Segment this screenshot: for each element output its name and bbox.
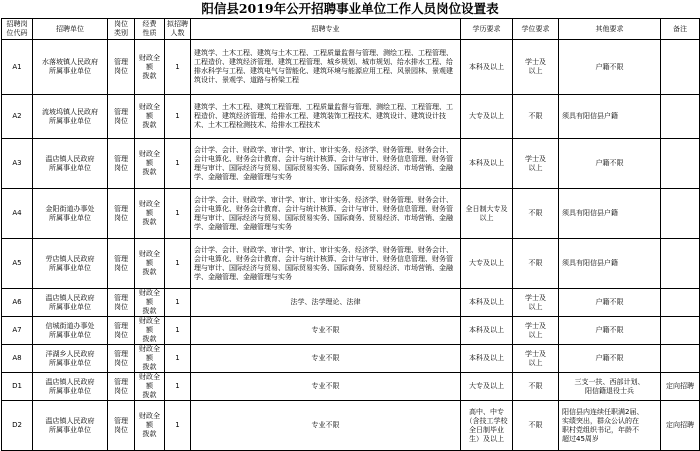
cell-funding bbox=[135, 189, 165, 239]
cell-other bbox=[559, 373, 661, 401]
cell-text: 管理 岗位 bbox=[114, 416, 128, 434]
cell-education bbox=[461, 239, 513, 289]
cell-text: A4 bbox=[12, 209, 22, 217]
cell-code bbox=[2, 345, 33, 373]
cell-text: 劳店镇人民政府 所属事业单位 bbox=[45, 254, 95, 272]
cell-text: 户籍不限 bbox=[595, 62, 624, 71]
cell-other bbox=[559, 345, 661, 373]
cell-count bbox=[165, 401, 191, 451]
cell-unit bbox=[33, 189, 108, 239]
table-row bbox=[2, 373, 700, 401]
cell-text: 须具有阳信县户籍 bbox=[562, 209, 618, 217]
cell-text: 1 bbox=[175, 326, 180, 334]
header-cell: 岗位 类别 bbox=[108, 19, 135, 40]
cell-degree bbox=[513, 239, 559, 289]
table-row bbox=[2, 401, 700, 451]
table-row bbox=[2, 317, 700, 345]
cell-text: 会计学、会计、财政学、审计学、审计、审计实务、经济学、财务管理、财务会计、会计电算化、财务会计教育、会计与统计核算、会计与审计、财务信息管理、财务管理与审计、国际经济与贸易、国际贸易实务、国际商务、贸易经济、市场营销、金融学、金融管理、金融管理与实务 bbox=[194, 195, 453, 231]
cell-code bbox=[2, 95, 33, 139]
cell-funding bbox=[135, 40, 165, 95]
cell-text: 管理 岗位 bbox=[114, 58, 128, 75]
header-cell: 招聘专业 bbox=[191, 19, 461, 40]
cell-category bbox=[108, 345, 135, 373]
cell-major bbox=[191, 401, 461, 451]
header-cell: 备注 bbox=[661, 19, 700, 40]
cell-text: 洋湖乡人民政府 所属事业单位 bbox=[45, 349, 95, 367]
cell-text: 1 bbox=[175, 421, 180, 429]
table-row bbox=[2, 239, 700, 289]
cell-code bbox=[2, 373, 33, 401]
cell-education bbox=[461, 289, 513, 317]
cell-text: 财政全额 拨款 bbox=[139, 412, 160, 438]
cell-text: 管理 岗位 bbox=[114, 377, 128, 395]
cell-degree bbox=[513, 40, 559, 95]
cell-text: 学士及 以上 bbox=[525, 349, 546, 367]
cell-funding bbox=[135, 373, 165, 401]
cell-text: 管理 岗位 bbox=[114, 321, 128, 339]
cell-text: 专业不限 bbox=[311, 354, 340, 362]
cell-text: 管理 岗位 bbox=[114, 293, 128, 311]
cell-category bbox=[108, 401, 135, 451]
cell-text: A3 bbox=[12, 159, 22, 167]
cell-unit bbox=[33, 95, 108, 139]
cell-text: 专业不限 bbox=[311, 326, 340, 334]
cell-text: 不限 bbox=[528, 259, 543, 267]
cell-text: A8 bbox=[12, 354, 22, 362]
cell-text: A2 bbox=[12, 112, 22, 120]
cell-text: 专业不限 bbox=[311, 421, 340, 429]
cell-text: A7 bbox=[12, 326, 22, 334]
cell-text: A1 bbox=[12, 62, 22, 71]
cell-text: 管理 岗位 bbox=[114, 154, 128, 172]
cell-funding bbox=[135, 401, 165, 451]
cell-unit bbox=[33, 139, 108, 189]
cell-major bbox=[191, 345, 461, 373]
document-title: 阳信县2019年公开招聘事业单位工作人员岗位设置表 bbox=[201, 1, 499, 16]
cell-unit bbox=[33, 40, 108, 95]
cell-text: 管理 岗位 bbox=[114, 107, 128, 125]
header-cell: 其他要求 bbox=[559, 19, 661, 40]
cell-count bbox=[165, 317, 191, 345]
cell-text: 财政全额 拨款 bbox=[139, 53, 160, 80]
cell-major bbox=[191, 95, 461, 139]
cell-unit bbox=[33, 317, 108, 345]
cell-count bbox=[165, 289, 191, 317]
cell-count bbox=[165, 239, 191, 289]
cell-education bbox=[461, 345, 513, 373]
cell-text: 户籍不限 bbox=[595, 159, 624, 167]
cell-note bbox=[661, 40, 700, 95]
cell-text: 1 bbox=[175, 62, 180, 71]
cell-unit bbox=[33, 289, 108, 317]
cell-text: 会计学、会计、财政学、审计学、审计、审计实务、经济学、财务管理、财务会计、会计电算化、财务会计教育、会计与统计核算、会计与审计、财务信息管理、财务管理与审计、国际经济与贸易、国际贸易实务、国际商务、贸易经济、市场营销、金融学、金融管理、金融管理与实务 bbox=[194, 245, 453, 281]
cell-other bbox=[559, 40, 661, 95]
cell-text: 须具有阳信县户籍 bbox=[562, 259, 618, 267]
table-row bbox=[2, 345, 700, 373]
cell-count bbox=[165, 40, 191, 95]
cell-note bbox=[661, 239, 700, 289]
cell-other bbox=[559, 289, 661, 317]
cell-unit bbox=[33, 373, 108, 401]
cell-category bbox=[108, 239, 135, 289]
cell-text: 财政全额 拨款 bbox=[139, 250, 160, 276]
cell-education bbox=[461, 95, 513, 139]
cell-text: 高中、中专 （含技工学校 全日制毕业 生）及以上 bbox=[465, 407, 508, 443]
cell-text: 1 bbox=[175, 354, 180, 362]
cell-text: 1 bbox=[175, 159, 180, 167]
cell-text: 户籍不限 bbox=[595, 326, 624, 334]
cell-text: 不限 bbox=[528, 209, 543, 217]
cell-text: 1 bbox=[175, 209, 180, 217]
cell-text: 信城街道办事处 所属事业单位 bbox=[45, 321, 95, 339]
cell-degree bbox=[513, 401, 559, 451]
cell-funding bbox=[135, 345, 165, 373]
cell-text: 不限 bbox=[528, 382, 543, 390]
cell-education bbox=[461, 189, 513, 239]
cell-education bbox=[461, 139, 513, 189]
cell-text: 温店镇人民政府 所属事业单位 bbox=[45, 154, 95, 172]
cell-major bbox=[191, 373, 461, 401]
cell-other bbox=[559, 239, 661, 289]
header-cell: 招聘单位 bbox=[33, 19, 108, 40]
table-row bbox=[2, 189, 700, 239]
cell-note bbox=[661, 139, 700, 189]
cell-text: 1 bbox=[175, 259, 180, 267]
cell-text: 会计学、会计、财政学、审计学、审计、审计实务、经济学、财务管理、财务会计、会计电算化、财务会计教育、会计与统计核算、会计与审计、财务信息管理、财务管理与审计、国际经济与贸易、国际贸易实务、国际商务、贸易经济、市场营销、金融学、金融管理、金融管理与实务 bbox=[194, 145, 453, 181]
cell-unit bbox=[33, 401, 108, 451]
cell-text: 本科及以上 bbox=[469, 298, 504, 306]
cell-text: 本科及以上 bbox=[469, 354, 504, 362]
cell-text: 须具有阳信县户籍 bbox=[562, 112, 618, 120]
cell-code bbox=[2, 239, 33, 289]
cell-code bbox=[2, 401, 33, 451]
cell-count bbox=[165, 95, 191, 139]
cell-text: 本科及以上 bbox=[469, 62, 504, 71]
cell-text: 学士及 以上 bbox=[525, 293, 546, 311]
header-cell: 学位要求 bbox=[513, 19, 559, 40]
header-cell: 拟招聘 人数 bbox=[165, 19, 191, 40]
cell-other bbox=[559, 317, 661, 345]
cell-note bbox=[661, 189, 700, 239]
cell-text: 1 bbox=[175, 382, 180, 390]
cell-degree bbox=[513, 139, 559, 189]
cell-text: 流坡坞镇人民政府 所属事业单位 bbox=[42, 107, 98, 125]
cell-funding bbox=[135, 317, 165, 345]
cell-degree bbox=[513, 289, 559, 317]
cell-note bbox=[661, 95, 700, 139]
positions-table bbox=[1, 18, 700, 451]
cell-category bbox=[108, 289, 135, 317]
cell-text: 1 bbox=[175, 298, 180, 306]
cell-text: 全日制大专及 以上 bbox=[465, 204, 508, 222]
cell-text: 专业不限 bbox=[311, 382, 340, 390]
cell-other bbox=[559, 401, 661, 451]
cell-text: 财政全额 拨款 bbox=[139, 345, 160, 371]
cell-text: 法学、法学理论、法律 bbox=[290, 298, 361, 306]
cell-code bbox=[2, 40, 33, 95]
table-row bbox=[2, 139, 700, 189]
header-cell: 招聘岗 位代码 bbox=[2, 19, 33, 40]
cell-text: D2 bbox=[12, 421, 22, 429]
cell-text: 建筑学、土木工程、建筑与土木工程、工程质量监督与管理、测绘工程、工程管理、工程造价、建筑经济管理、建筑工程管理、城乡规划、城市规划、给水排水工程、给排水科学与工程、建筑电气与智能化、建筑环境与能源应用工程、风景园林、景观建筑设计、景观学、道路与桥梁工程 bbox=[194, 49, 453, 84]
cell-degree bbox=[513, 373, 559, 401]
cell-note bbox=[661, 345, 700, 373]
cell-text: 财政全额 拨款 bbox=[139, 373, 160, 399]
cell-text: 财政全额 拨款 bbox=[139, 103, 160, 129]
cell-text: 学士及 以上 bbox=[525, 321, 546, 339]
cell-degree bbox=[513, 317, 559, 345]
cell-text: 管理 岗位 bbox=[114, 254, 128, 272]
table-row bbox=[2, 95, 700, 139]
cell-code bbox=[2, 289, 33, 317]
cell-text: 1 bbox=[175, 112, 180, 120]
cell-unit bbox=[33, 345, 108, 373]
cell-text: 定向招聘 bbox=[666, 382, 694, 390]
cell-text: 三支一扶、西部计划、 阳信籍退役士兵 bbox=[574, 377, 645, 395]
cell-text: 大专及以上 bbox=[469, 382, 504, 390]
table-row bbox=[2, 289, 700, 317]
cell-text: 定向招聘 bbox=[666, 421, 694, 429]
cell-text: 管理 岗位 bbox=[114, 204, 128, 222]
cell-text: 学士及 以上 bbox=[525, 58, 546, 75]
cell-text: 财政全额 拨款 bbox=[139, 289, 160, 315]
cell-text: 建筑学、土木工程、建筑工程管理、工程质量监督与管理、测绘工程、工程管理、工程造价、建筑经济管理、给排水工程、建筑装饰工程技术、建筑设计、建筑设计技术、土木工程检测技术、给排水工程技术 bbox=[194, 103, 453, 129]
cell-text: 学士及 以上 bbox=[525, 154, 546, 172]
table-header-row bbox=[2, 19, 700, 40]
cell-text: D1 bbox=[12, 382, 22, 390]
cell-count bbox=[165, 139, 191, 189]
cell-education bbox=[461, 401, 513, 451]
cell-text: 管理 岗位 bbox=[114, 349, 128, 367]
cell-funding bbox=[135, 95, 165, 139]
cell-text: 本科及以上 bbox=[469, 159, 504, 167]
cell-text: 温店镇人民政府 所属事业单位 bbox=[45, 377, 95, 395]
cell-text: 温店镇人民政府 所属事业单位 bbox=[45, 293, 95, 311]
cell-funding bbox=[135, 239, 165, 289]
cell-category bbox=[108, 95, 135, 139]
cell-degree bbox=[513, 95, 559, 139]
cell-note bbox=[661, 401, 700, 451]
cell-major bbox=[191, 139, 461, 189]
cell-text: 财政全额 拨款 bbox=[139, 317, 160, 343]
cell-text: 大专及以上 bbox=[469, 112, 504, 120]
cell-text: A6 bbox=[12, 298, 22, 306]
cell-major bbox=[191, 189, 461, 239]
table-row bbox=[2, 40, 700, 95]
header-cell: 经费 性质 bbox=[135, 19, 165, 40]
cell-other bbox=[559, 189, 661, 239]
cell-education bbox=[461, 40, 513, 95]
cell-text: 财政全额 拨款 bbox=[139, 150, 160, 176]
cell-category bbox=[108, 317, 135, 345]
cell-funding bbox=[135, 139, 165, 189]
cell-text: 户籍不限 bbox=[595, 298, 624, 306]
cell-note bbox=[661, 317, 700, 345]
cell-text: 不限 bbox=[528, 421, 543, 429]
cell-category bbox=[108, 373, 135, 401]
cell-unit bbox=[33, 239, 108, 289]
cell-category bbox=[108, 189, 135, 239]
cell-text: 金阳街道办事处 所属事业单位 bbox=[45, 204, 95, 222]
cell-major bbox=[191, 317, 461, 345]
cell-note bbox=[661, 289, 700, 317]
cell-education bbox=[461, 373, 513, 401]
cell-other bbox=[559, 95, 661, 139]
cell-education bbox=[461, 317, 513, 345]
cell-count bbox=[165, 373, 191, 401]
cell-text: 不限 bbox=[528, 112, 543, 120]
cell-major bbox=[191, 239, 461, 289]
cell-major bbox=[191, 289, 461, 317]
cell-text: 水落坡镇人民政府 所属事业单位 bbox=[42, 58, 98, 75]
cell-count bbox=[165, 189, 191, 239]
cell-text: 本科及以上 bbox=[469, 326, 504, 334]
cell-category bbox=[108, 139, 135, 189]
cell-note bbox=[661, 373, 700, 401]
cell-text: 温店镇人民政府 所属事业单位 bbox=[45, 416, 95, 434]
cell-code bbox=[2, 317, 33, 345]
cell-degree bbox=[513, 189, 559, 239]
cell-category bbox=[108, 40, 135, 95]
cell-count bbox=[165, 345, 191, 373]
cell-text: 财政全额 拨款 bbox=[139, 200, 160, 226]
cell-text: 阳信县内连续任职满2届、 实绩突出，群众公认的在 职村党组织书记，年龄不 超过45周岁 bbox=[562, 407, 644, 443]
cell-funding bbox=[135, 289, 165, 317]
cell-code bbox=[2, 189, 33, 239]
cell-degree bbox=[513, 345, 559, 373]
cell-other bbox=[559, 139, 661, 189]
cell-code bbox=[2, 139, 33, 189]
cell-text: 户籍不限 bbox=[595, 354, 624, 362]
cell-text: A5 bbox=[12, 259, 22, 267]
header-cell: 学历要求 bbox=[461, 19, 513, 40]
cell-text: 大专及以上 bbox=[469, 259, 504, 267]
cell-major bbox=[191, 40, 461, 95]
